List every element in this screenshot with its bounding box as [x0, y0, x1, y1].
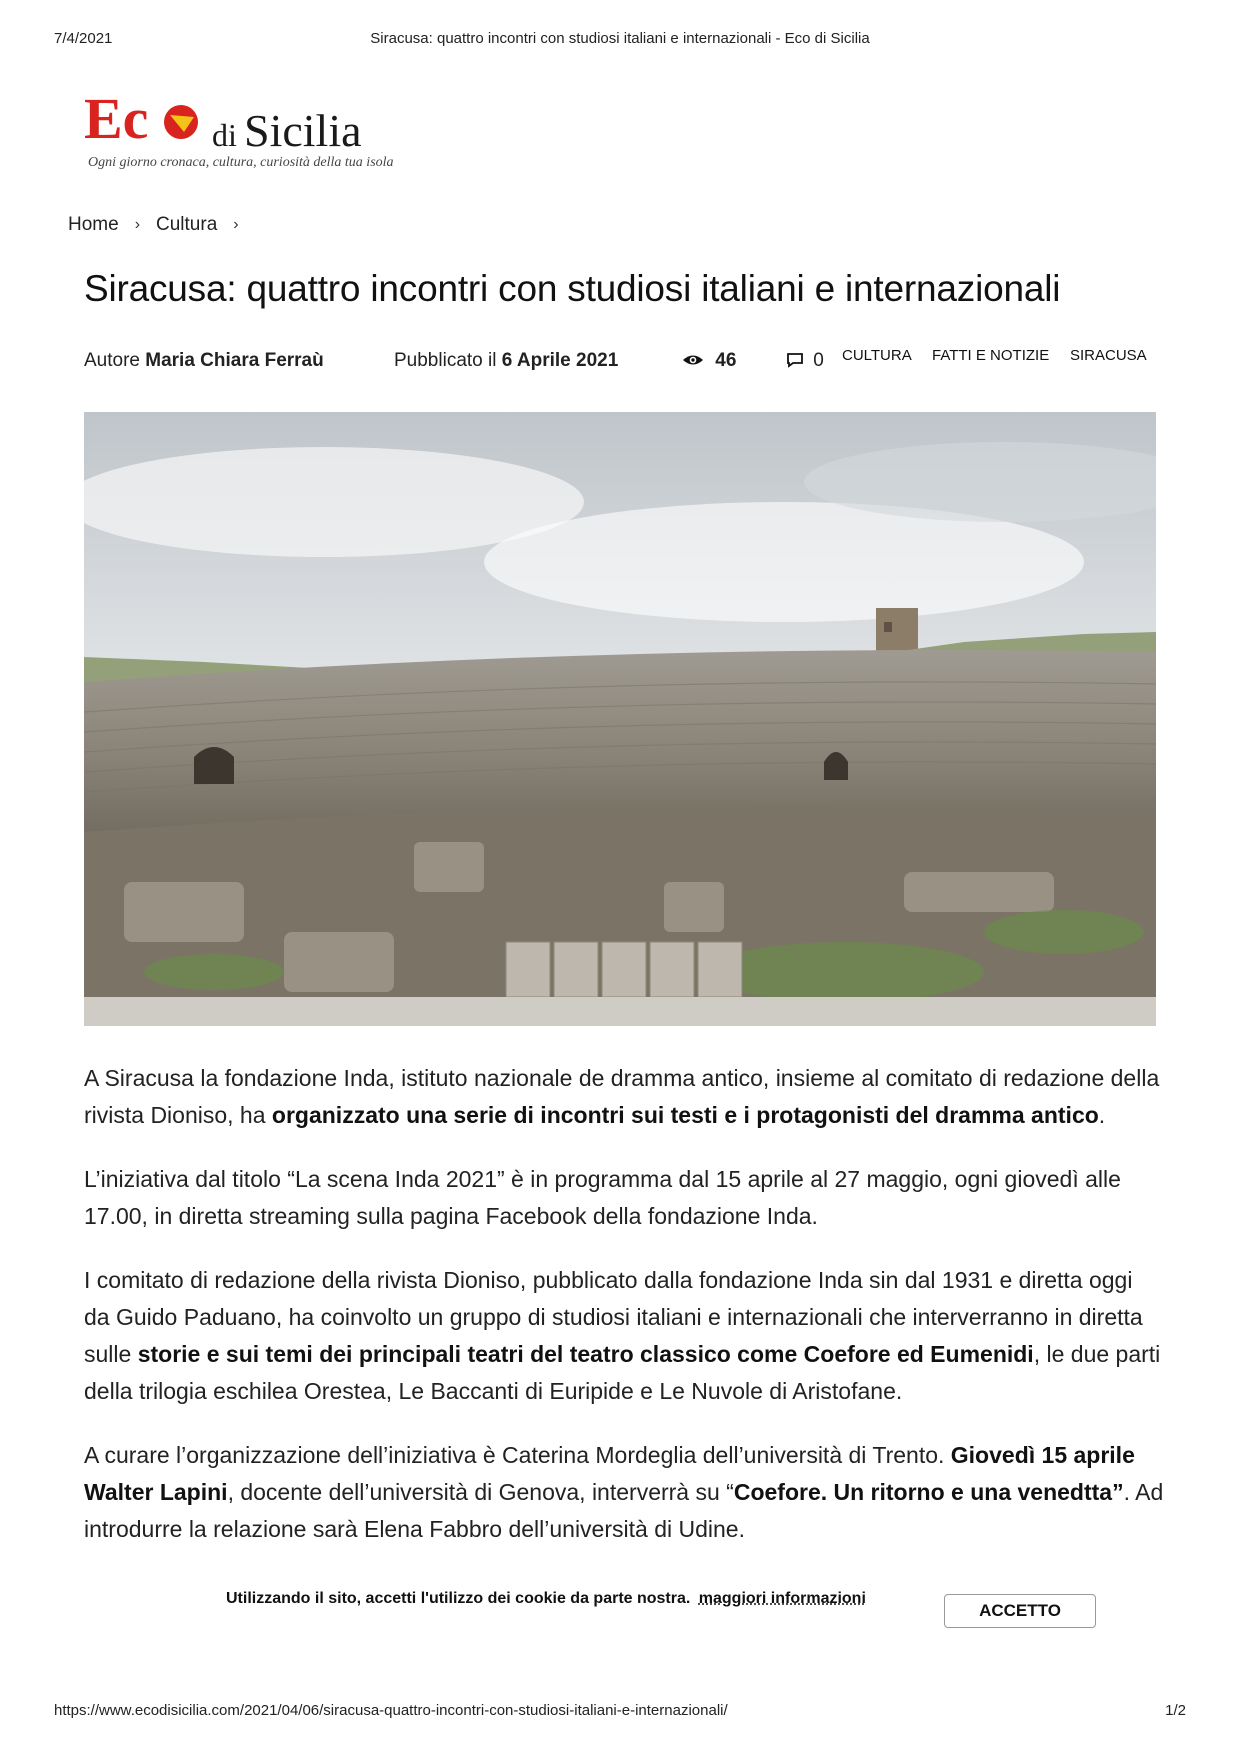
breadcrumb-cultura[interactable]: Cultura	[156, 214, 218, 235]
print-date: 7/4/2021	[54, 30, 113, 47]
comment-icon	[786, 352, 804, 368]
paragraph-4: A curare l’organizzazione dell’iniziativa è Caterina Mordeglia dell’università di Trento. Giovedì 15 aprile Walter Lapini, docente dell’università di Genova, interverrà su “Coefore. Un ritorno e una venedtta”. Ad introdurre la relazione sarà Elena Fabbro dell’università di Udine.	[84, 1442, 1164, 1542]
chevron-right-icon: ›	[233, 216, 239, 233]
logo-sicilia-text: Sicilia	[244, 105, 362, 156]
page-url: https://www.ecodisicilia.com/2021/04/06/siracusa-quattro-incontri-con-studiosi-italiani-e-internazionali/	[54, 1702, 728, 1719]
comments-count: 0	[813, 350, 824, 371]
views-block	[682, 350, 736, 372]
article-meta	[84, 347, 1164, 380]
category-fatti-e-notizie[interactable]: FATTI E NOTIZIE	[932, 347, 1050, 364]
comments-block[interactable]	[786, 350, 824, 372]
category-cultura[interactable]: CULTURA	[842, 347, 912, 364]
views-count: 46	[715, 350, 737, 371]
date-block	[394, 350, 618, 372]
chevron-right-icon: ›	[134, 216, 141, 233]
page-number: 1/2	[1165, 1702, 1186, 1719]
publish-date: 6 Aprile 2021	[501, 350, 619, 371]
cookie-more-info-link[interactable]: maggiori informazioni	[698, 1590, 866, 1607]
cookie-text: Utilizzando il sito, accetti l'utilizzo dei cookie da parte nostra.	[226, 1590, 691, 1607]
print-title: Siracusa: quattro incontri con studiosi italiani e internazionali - Eco di Sicilia	[370, 30, 870, 47]
logo-tagline: Ogni giorno cronaca, cultura, curiosità della tua isola	[88, 155, 394, 170]
print-footer	[54, 1702, 1186, 1719]
category-siracusa[interactable]: SIRACUSA	[1070, 347, 1147, 364]
featured-image	[84, 412, 1156, 1026]
paragraph-2: L’iniziativa dal titolo “La scena Inda 2021” è in programma dal 15 aprile al 27 maggio, ogni giovedì alle 17.00, in diretta streaming sulla pagina Facebook della fondazione Inda.	[84, 1166, 1121, 1229]
logo-eco-text: Ec	[84, 88, 149, 151]
article-body	[84, 1060, 1164, 1575]
print-header	[54, 30, 1186, 50]
published-label: Pubblicato il	[394, 350, 497, 371]
paragraph-3: I comitato di redazione della rivista Dioniso, pubblicato dalla fondazione Inda sin dal 1931 e diretta oggi da Guido Paduano, ha coinvolto un gruppo di studiosi italiani e internazionali che interverranno in diretta sulle storie e sui temi dei principali teatri del teatro classico come Coefore ed Eumenidi, le due parti della trilogia eschilea Orestea, Le Baccanti di Euripide e Le Nuvole di Aristofane.	[84, 1267, 1161, 1404]
article-title: Siracusa: quattro incontri con studiosi italiani e internazionali	[84, 268, 1061, 309]
cookie-banner	[226, 1590, 866, 1608]
cookie-accept-button[interactable]: ACCETTO	[944, 1594, 1096, 1628]
author-block	[84, 350, 324, 372]
breadcrumb	[68, 214, 255, 236]
eye-icon	[682, 353, 704, 367]
author-name[interactable]: Maria Chiara Ferraù	[145, 350, 324, 371]
paragraph-1: A Siracusa la fondazione Inda, istituto nazionale de dramma antico, insieme al comitato di redazione della rivista Dioniso, ha organizzato una serie di incontri sui testi e i protagonisti del dramma antico.	[84, 1065, 1160, 1128]
author-label: Autore	[84, 350, 140, 371]
site-logo[interactable]	[84, 88, 424, 178]
logo-sicily-o-icon	[164, 105, 198, 139]
logo-di-text: di	[212, 117, 237, 153]
breadcrumb-home[interactable]: Home	[68, 214, 119, 235]
